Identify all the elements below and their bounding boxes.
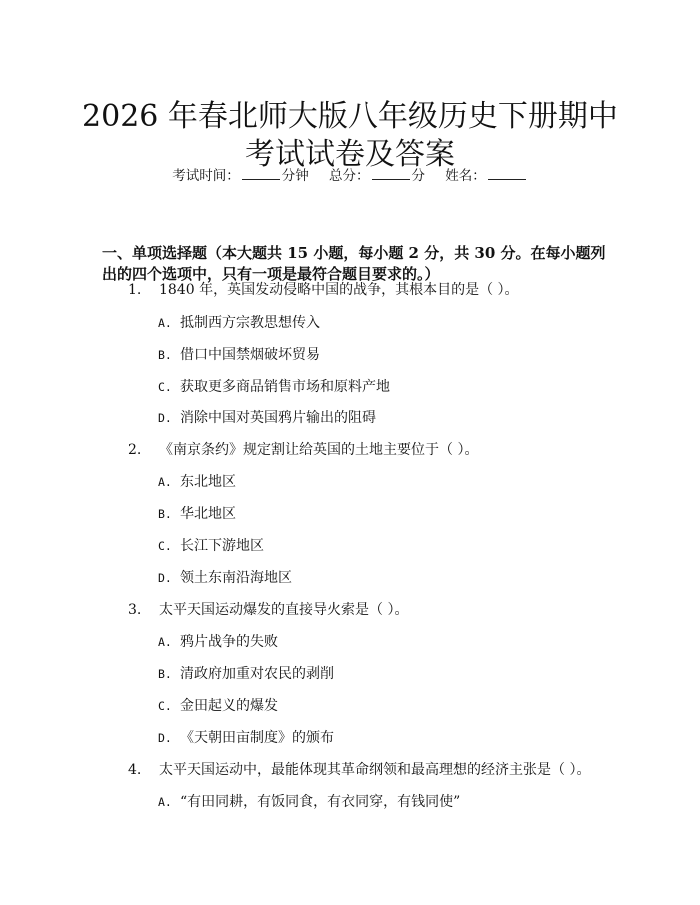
question-number: 2.: [128, 442, 142, 458]
student-name-blank: [488, 167, 526, 180]
total-score-field: [329, 167, 425, 185]
option-label: A.: [158, 635, 172, 649]
question-number: 4.: [128, 762, 142, 778]
option-text: 清政府加重对农民的剥削: [180, 666, 334, 682]
total-score-blank: [372, 167, 410, 180]
option-label: C.: [158, 699, 172, 713]
option-text: 《天朝田亩制度》的颁布: [180, 730, 334, 746]
option-label: B.: [158, 667, 172, 681]
question-2-option-a: [158, 473, 588, 491]
question-3-option-c: [158, 697, 588, 715]
total-score-suffix: 分: [411, 168, 425, 184]
option-text: 消除中国对英国鸦片输出的阻碍: [180, 410, 376, 426]
question-3-option-a: [158, 633, 588, 651]
option-text: 鸦片战争的失败: [180, 634, 278, 650]
exam-meta-row: [0, 167, 700, 185]
option-label: B.: [158, 348, 172, 362]
student-name-label: 姓名：: [445, 168, 486, 184]
question-2: [128, 441, 598, 459]
question-3: [128, 601, 598, 619]
question-2-option-d: [158, 569, 588, 587]
option-label: C.: [158, 539, 172, 553]
question-number: 1.: [128, 282, 142, 298]
question-1-option-c: [158, 378, 588, 396]
option-label: D.: [158, 731, 172, 745]
question-2-option-c: [158, 537, 588, 555]
option-label: B.: [158, 507, 172, 521]
option-text: 金田起义的爆发: [180, 698, 278, 714]
question-4-option-a: [158, 793, 588, 811]
question-3-option-d: [158, 729, 588, 747]
exam-title: 2026 年春北师大版八年级历史下册期中考试试卷及答案: [82, 99, 618, 173]
question-1-option-b: [158, 346, 588, 364]
question-text: 《南京条约》规定割让给英国的土地主要位于（ ）。: [159, 442, 479, 458]
option-label: A.: [158, 316, 172, 330]
student-name-field: [445, 167, 528, 185]
option-text: 抵制西方宗教思想传入: [180, 315, 320, 331]
option-text: 华北地区: [180, 506, 236, 522]
exam-time-label: 考试时间：: [172, 168, 240, 184]
question-text: 太平天国运动中，最能体现其革命纲领和最高理想的经济主张是（ ）。: [159, 762, 591, 778]
option-text: 获取更多商品销售市场和原料产地: [180, 379, 390, 395]
section-heading: 一、单项选择题（本大题共 15 小题，每小题 2 分，共 30 分。在每小题列出的四个选项中，只有一项是最符合题目要求的。）: [102, 244, 606, 284]
question-text: 1840 年，英国发动侵略中国的战争，其根本目的是（ ）。: [159, 282, 519, 298]
question-3-option-b: [158, 665, 588, 683]
option-text: 借口中国禁烟破坏贸易: [180, 347, 320, 363]
option-text: 东北地区: [180, 474, 236, 490]
question-1-option-d: [158, 409, 588, 427]
option-text: 领土东南沿海地区: [180, 570, 292, 586]
question-number: 3.: [128, 602, 142, 618]
option-text: 长江下游地区: [180, 538, 264, 554]
question-2-option-b: [158, 505, 588, 523]
question-text: 太平天国运动爆发的直接导火索是（ ）。: [159, 602, 409, 618]
option-text: “有田同耕，有饭同食，有衣同穿，有钱同使”: [180, 794, 461, 810]
exam-time-blank: [242, 167, 280, 180]
exam-time-suffix: 分钟: [281, 168, 309, 184]
option-label: C.: [158, 380, 172, 394]
option-label: D.: [158, 411, 172, 425]
option-label: A.: [158, 795, 172, 809]
option-label: D.: [158, 571, 172, 585]
question-1-option-a: [158, 314, 588, 332]
question-4: [128, 761, 598, 779]
exam-time-field: [172, 167, 309, 185]
total-score-label: 总分：: [329, 168, 370, 184]
question-1: [128, 281, 598, 299]
option-label: A.: [158, 475, 172, 489]
